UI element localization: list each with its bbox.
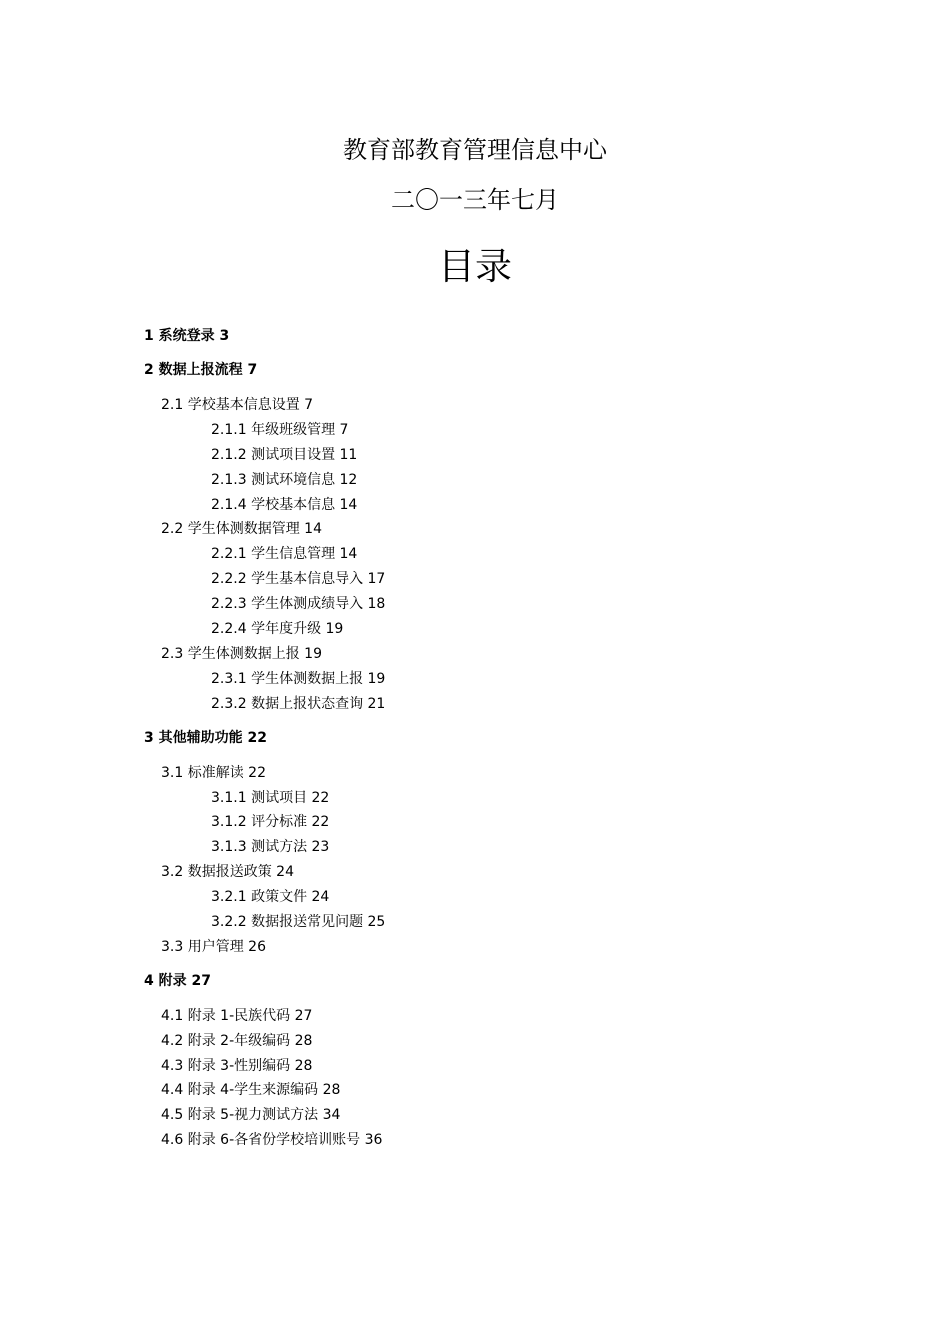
- toc-entry-level-3[interactable]: 2.2.3 学生体测成绩导入 18: [211, 596, 386, 612]
- toc-entry-level-3[interactable]: 2.1.4 学校基本信息 14: [211, 497, 358, 513]
- toc-entry-level-2[interactable]: 3.3 用户管理 26: [161, 939, 266, 955]
- toc-entry-level-3[interactable]: 3.2.1 政策文件 24: [211, 889, 330, 905]
- toc-entry-level-3[interactable]: 3.1.2 评分标准 22: [211, 814, 330, 830]
- toc-entry-level-2[interactable]: 4.6 附录 6-各省份学校培训账号 36: [161, 1132, 383, 1148]
- toc-entry-level-1[interactable]: 4 附录 27: [144, 973, 211, 989]
- toc-entry-level-3[interactable]: 2.1.2 测试项目设置 11: [211, 447, 358, 463]
- toc-entry-level-2[interactable]: 2.1 学校基本信息设置 7: [161, 397, 314, 413]
- toc-entry-level-3[interactable]: 2.3.1 学生体测数据上报 19: [211, 671, 386, 687]
- toc-entry-level-3[interactable]: 3.1.3 测试方法 23: [211, 839, 330, 855]
- document-date: 二〇一三年七月: [391, 186, 559, 214]
- toc-entry-level-2[interactable]: 2.2 学生体测数据管理 14: [161, 521, 322, 537]
- toc-entry-level-1[interactable]: 3 其他辅助功能 22: [144, 730, 267, 746]
- organization-title: 教育部教育管理信息中心: [343, 136, 607, 164]
- toc-entry-level-3[interactable]: 2.2.1 学生信息管理 14: [211, 546, 358, 562]
- toc-entry-level-3[interactable]: 2.1.1 年级班级管理 7: [211, 422, 349, 438]
- toc-entry-level-3[interactable]: 2.2.2 学生基本信息导入 17: [211, 571, 386, 587]
- toc-entry-level-3[interactable]: 2.2.4 学年度升级 19: [211, 621, 344, 637]
- toc-entry-level-2[interactable]: 4.2 附录 2-年级编码 28: [161, 1033, 313, 1049]
- toc-entry-level-2[interactable]: 4.4 附录 4-学生来源编码 28: [161, 1082, 341, 1098]
- toc-entry-level-2[interactable]: 3.2 数据报送政策 24: [161, 864, 294, 880]
- toc-entry-level-2[interactable]: 4.5 附录 5-视力测试方法 34: [161, 1107, 341, 1123]
- toc-entry-level-3[interactable]: 2.1.3 测试环境信息 12: [211, 472, 358, 488]
- toc-entry-level-3[interactable]: 3.1.1 测试项目 22: [211, 790, 330, 806]
- toc-entry-level-2[interactable]: 2.3 学生体测数据上报 19: [161, 646, 322, 662]
- toc-entry-level-3[interactable]: 2.3.2 数据上报状态查询 21: [211, 696, 386, 712]
- toc-entry-level-3[interactable]: 3.2.2 数据报送常见问题 25: [211, 914, 386, 930]
- toc-entry-level-2[interactable]: 3.1 标准解读 22: [161, 765, 266, 781]
- toc-entry-level-1[interactable]: 2 数据上报流程 7: [144, 362, 258, 378]
- toc-entry-level-1[interactable]: 1 系统登录 3: [144, 328, 230, 344]
- toc-entry-level-2[interactable]: 4.3 附录 3-性别编码 28: [161, 1058, 313, 1074]
- toc-entry-level-2[interactable]: 4.1 附录 1-民族代码 27: [161, 1008, 313, 1024]
- toc-title: 目录: [438, 245, 512, 288]
